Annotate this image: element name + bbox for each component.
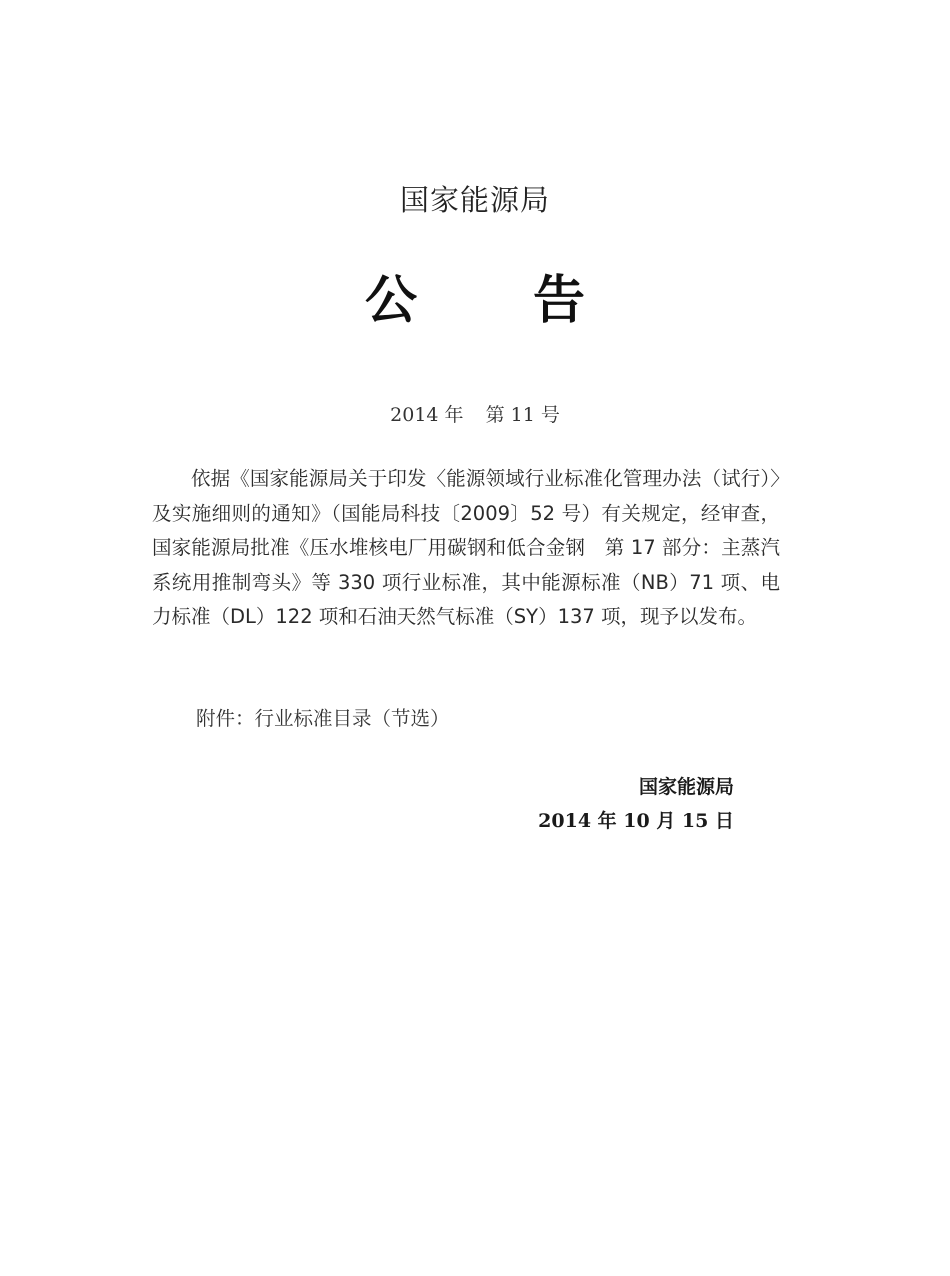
issuer-heading: 国家能源局 <box>399 183 550 217</box>
signature-block <box>538 770 734 838</box>
title-char-left: 公 <box>364 271 417 331</box>
title-char-right: 告 <box>533 271 586 331</box>
signature-date: 2014 年 10 月 15 日 <box>538 810 734 832</box>
document-title <box>0 258 950 333</box>
body-paragraph: 依据《国家能源局关于印发〈能源领域行业标准化管理办法（试行）〉及实施细则的通知》（国能局科技〔2009〕52 号）有关规定，经审查，国家能源局批准《压水堆核电厂用碳钢和低合金钢 第 17 部分：主蒸汽系统用推制弯头》等 330 项行业标准，其中能源标准（NB）71 项、电力标准（DL）122 项和石油天然气标准（SY）137 项，现予以发布。 <box>152 467 780 628</box>
document-number <box>0 400 950 427</box>
attachment-line: 附件：行业标准目录（节选） <box>196 707 450 730</box>
signature-issuer: 国家能源局 <box>638 776 734 798</box>
document-year: 2014 年 <box>390 404 464 426</box>
document-serial: 第 11 号 <box>485 404 560 426</box>
